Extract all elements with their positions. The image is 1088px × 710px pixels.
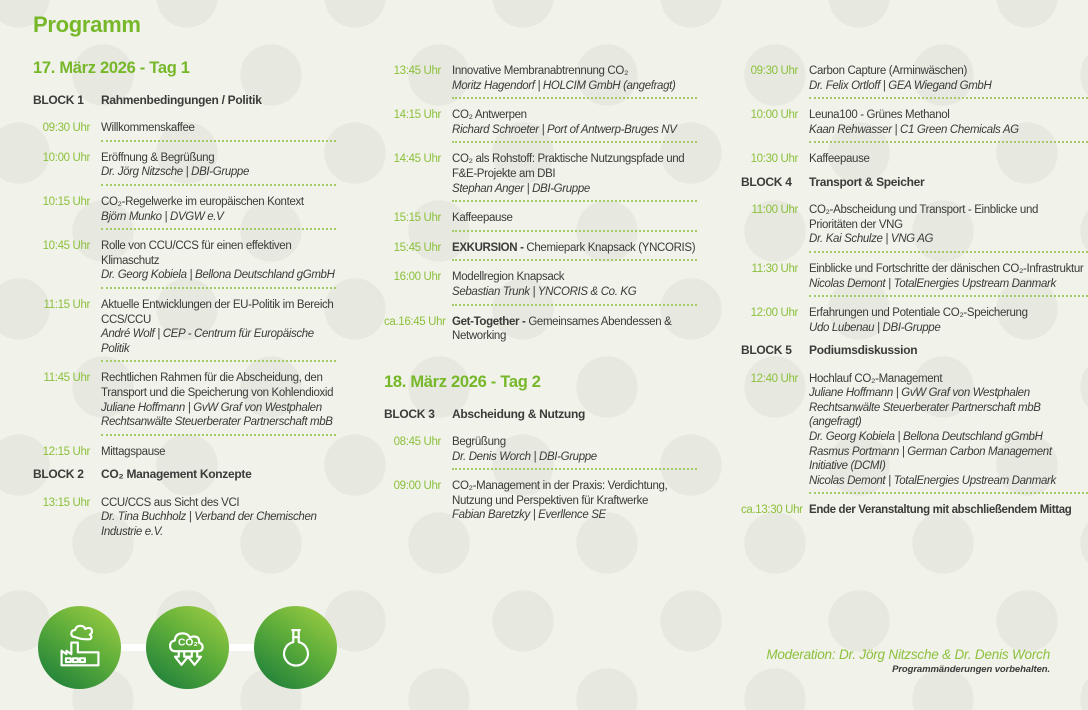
entry-speaker: Dr. Jörg Nitzsche | DBI-Gruppe [101, 166, 249, 179]
entry-time: 10:00 Uhr [750, 109, 798, 122]
entry-body [809, 64, 1088, 101]
schedule-entry [741, 64, 1088, 101]
schedule-entry [741, 372, 1088, 497]
entry-speaker: Kaan Rehwasser | C1 Green Chemicals AG [809, 123, 1019, 136]
dotted-divider [101, 140, 336, 142]
entry-title-text: Chemiepark Knapsack (YNCORIS) [523, 241, 696, 254]
schedule-entry [741, 306, 1088, 335]
entry-body [101, 151, 336, 188]
entry-title [452, 479, 697, 508]
entry-title-text: Aktuelle Entwicklungen der EU-Politik im Bereich CCS/CCU [101, 298, 334, 326]
entry-title-text: CO₂-Management in der Praxis: Verdichtung, Nutzung und Perspektiven für Kraftwerke [452, 480, 668, 507]
schedule-entry [384, 435, 697, 472]
dotted-divider [101, 287, 336, 289]
dotted-divider [452, 259, 697, 261]
dotted-divider [101, 434, 336, 436]
entry-title [101, 151, 336, 166]
entry-speaker: Richard Schroeter | Port of Antwerp-Bruges NV [452, 123, 677, 136]
entry-body [101, 496, 336, 540]
theme-icons [38, 606, 337, 689]
entry-title-text: Rechtlichen Rahmen für die Abscheidung, den Transport und die Speicherung von Kohlendioxid [101, 372, 334, 399]
entry-time: 13:15 Uhr [42, 496, 90, 509]
dotted-divider [809, 141, 1088, 143]
schedule-entry [384, 152, 697, 204]
schedule-column-1 [33, 58, 336, 546]
entry-speaker: Dr. Georg Kobiela | Bellona Deutschland gGmbH [101, 269, 335, 282]
dotted-divider [809, 97, 1088, 99]
block-heading [33, 467, 336, 482]
entry-title-text: Gemeinsames Abendessen & Networking [452, 315, 672, 343]
entry-title [809, 306, 1088, 321]
day-heading: 17. März 2026 - Tag 1 [33, 59, 190, 77]
entry-title [452, 152, 697, 181]
entry-body [809, 203, 1088, 255]
entry-body [809, 262, 1088, 299]
entry-title [452, 270, 697, 285]
block-title: Transport & Speicher [809, 174, 925, 189]
entry-title-text: Willkommenskaffee [101, 122, 195, 135]
co2-label: CO₂ [177, 636, 198, 648]
dotted-divider [101, 360, 336, 362]
entry-title [101, 496, 336, 511]
schedule-entry [741, 152, 1088, 167]
entry-title [809, 262, 1088, 277]
entry-time: 13:45 Uhr [393, 65, 441, 77]
entry-speaker: Rasmus Portmann | German Carbon Management Initiative (DCMI) [809, 445, 1052, 473]
entry-time: 11:00 Uhr [751, 204, 798, 217]
entry-title [809, 372, 1088, 387]
factory-icon-glyph [54, 622, 106, 674]
entry-time: 12:00 Uhr [750, 307, 798, 320]
dotted-divider [452, 141, 697, 143]
schedule-column-3 [741, 64, 1088, 525]
entry-speaker: Dr. Felix Ortloff | GEA Wiegand GmbH [809, 79, 992, 92]
schedule-entry [741, 262, 1088, 299]
entry-time: 11:15 Uhr [43, 298, 90, 311]
entry-title-text: CO₂ als Rohstoff: Praktische Nutzungspfade und F&E-Projekte am DBI [452, 153, 685, 180]
factory-icon [38, 606, 121, 689]
entry-title-text: Rolle von CCU/CCS für einen effektiven Klimaschutz [101, 240, 292, 267]
entry-time: 15:45 Uhr [393, 241, 441, 254]
entry-title [101, 195, 336, 210]
entry-title-text: Leuna100 - Grünes Methanol [809, 109, 950, 122]
block-title: CO₂ Management Konzepte [101, 467, 252, 482]
entry-body [452, 64, 697, 101]
entry-title-text: Eröffnung & Begrüßung [101, 151, 215, 164]
schedule-entry [33, 151, 336, 188]
dotted-divider [452, 200, 697, 202]
entry-body [809, 306, 1088, 335]
entry-title [452, 211, 697, 226]
entry-speaker: Moritz Hagendorf | HOLCIM GmbH (angefragt) [452, 79, 676, 92]
entry-body [809, 108, 1088, 145]
entry-title-text: Modellregion Knapsack [452, 271, 565, 284]
entry-body [101, 445, 336, 460]
entry-body [452, 479, 697, 523]
entry-title-text: Hochlauf CO₂-Management [809, 372, 943, 385]
entry-time: 14:15 Uhr [393, 109, 441, 122]
entry-title-text: Kaffeepause [452, 212, 513, 225]
entry-title-text: Mittagspause [101, 445, 166, 458]
schedule-entry [33, 195, 336, 232]
entry-time: 10:15 Uhr [42, 195, 90, 208]
entry-speaker: Stephan Anger | DBI-Gruppe [452, 182, 590, 195]
schedule-entry [384, 64, 697, 101]
dotted-divider [101, 184, 336, 186]
schedule-entry [33, 239, 336, 291]
entry-title [809, 503, 1088, 518]
program-change-note: Programmänderungen vorbehalten. [892, 664, 1050, 675]
entry-title [101, 239, 336, 268]
entry-time: ca.16:45 Uhr [384, 315, 446, 328]
entry-time: 10:45 Uhr [42, 240, 90, 253]
entry-time: 08:45 Uhr [393, 435, 441, 448]
entry-title [452, 435, 697, 450]
schedule-entry [33, 496, 336, 540]
entry-time: 09:30 Uhr [750, 65, 798, 77]
flask-icon [254, 606, 337, 689]
entry-time: 12:15 Uhr [42, 445, 90, 458]
entry-title-text: Innovative Membranabtrennung CO₂ [452, 65, 629, 77]
block-heading [384, 407, 697, 422]
entry-title [809, 203, 1088, 232]
entry-title [101, 121, 336, 136]
page-title: Programm [33, 12, 141, 37]
dotted-divider [452, 468, 697, 470]
entry-speaker: Fabian Baretzky | Everllence SE [452, 509, 606, 522]
entry-body [809, 372, 1088, 497]
co2-cloud-icon [146, 606, 229, 689]
entry-speaker: Dr. Denis Worch | DBI-Gruppe [452, 450, 597, 463]
entry-body [452, 241, 697, 264]
day-heading: 18. März 2026 - Tag 2 [384, 372, 541, 391]
entry-title-bold: EXKURSION - [452, 241, 524, 254]
schedule-entry [33, 121, 336, 144]
entry-speaker: Sebastian Trunk | YNCORIS & Co. KG [452, 285, 637, 298]
entry-time: 12:40 Uhr [750, 372, 798, 385]
schedule-entry [33, 445, 336, 460]
schedule-entry [33, 371, 336, 437]
entry-title [101, 371, 336, 400]
schedule-entry [384, 211, 697, 234]
dotted-divider [809, 295, 1088, 297]
dotted-divider [452, 230, 697, 232]
entry-body [452, 211, 697, 234]
block-heading [33, 93, 336, 108]
entry-body [452, 152, 697, 204]
entry-title [809, 108, 1088, 123]
entry-body [452, 435, 697, 472]
entry-title-bold: Get-Together - [452, 315, 526, 328]
entry-body [452, 270, 697, 307]
moderation-line: Moderation: Dr. Jörg Nitzsche & Dr. Denis Worch [766, 647, 1050, 662]
footer [766, 647, 1050, 675]
entry-body [452, 108, 697, 145]
block-label: BLOCK 4 [741, 174, 792, 189]
entry-body [809, 152, 1088, 167]
entry-time: 09:30 Uhr [42, 122, 90, 135]
entry-speaker: Udo Lubenau | DBI-Gruppe [809, 321, 941, 334]
entry-title [452, 315, 697, 344]
entry-title-text: CO₂-Abscheidung und Transport - Einblicke und Prioritäten der VNG [809, 204, 1039, 231]
block-label: BLOCK 2 [33, 467, 84, 482]
entry-title [809, 152, 1088, 167]
schedule-entry [384, 241, 697, 264]
block-title: Podiumsdiskussion [809, 343, 918, 358]
entry-speaker: Dr. Georg Kobiela | Bellona Deutschland gGmbH [809, 430, 1043, 443]
entry-speaker: Dr. Tina Buchholz | Verband der Chemischen Industrie e.V. [101, 511, 317, 538]
schedule-entry [33, 298, 336, 364]
entry-time: 14:45 Uhr [393, 153, 441, 166]
entry-title-text: Carbon Capture (Arminwäschen) [809, 65, 967, 77]
block-label: BLOCK 1 [33, 92, 84, 107]
schedule-entry [384, 479, 697, 523]
entry-speaker: Dr. Kai Schulze | VNG AG [809, 233, 934, 246]
entry-title-text: CCU/CCS aus Sicht des VCI [101, 496, 240, 509]
entry-speaker: Nicolas Demont | TotalEnergies Upstream Danmark [809, 277, 1056, 290]
entry-speaker: Juliane Hoffmann | GvW Graf von Westphalen Rechtsanwälte Steuerberater Partnerschaft mbB [101, 401, 333, 429]
entry-time: 16:00 Uhr [393, 271, 441, 284]
entry-body [101, 371, 336, 437]
dotted-divider [452, 304, 697, 306]
block-label: BLOCK 5 [741, 343, 792, 358]
entry-title-text: Einblicke und Fortschritte der dänischen CO₂-Infrastruktur [809, 262, 1084, 275]
icon-connector [121, 644, 146, 651]
dotted-divider [101, 228, 336, 230]
dotted-divider [809, 492, 1088, 494]
icon-connector [229, 644, 254, 651]
entry-title-text: Begrüßung [452, 435, 506, 448]
schedule-entry [741, 203, 1088, 255]
schedule-entry [741, 503, 1088, 518]
block-title: Abscheidung & Nutzung [452, 406, 586, 421]
flask-icon-glyph [270, 622, 322, 674]
entry-body [452, 315, 697, 344]
entry-title [101, 445, 336, 460]
dotted-divider [452, 97, 697, 99]
schedule-entry [384, 315, 697, 344]
entry-title [452, 108, 697, 123]
schedule-entry [741, 108, 1088, 145]
entry-body [101, 195, 336, 232]
entry-title [452, 64, 697, 79]
entry-body [809, 503, 1088, 518]
block-label: BLOCK 3 [384, 406, 435, 421]
entry-time: ca.13:30 Uhr [741, 504, 803, 517]
entry-title-text: CO₂ Antwerpen [452, 109, 527, 122]
entry-title [452, 241, 697, 256]
block-heading [741, 175, 1088, 190]
entry-body [101, 239, 336, 291]
co2-cloud-icon-glyph [162, 622, 214, 674]
entry-speaker: Björn Munko | DVGW e.V [101, 210, 224, 223]
entry-title-text: Kaffeepause [809, 153, 870, 166]
entry-body [101, 298, 336, 364]
entry-speaker: Nicolas Demont | TotalEnergies Upstream Danmark [809, 474, 1056, 487]
entry-speaker: André Wolf | CEP - Centrum für Europäische Politik [101, 328, 314, 355]
entry-title [101, 298, 336, 327]
entry-title [809, 64, 1088, 79]
entry-body [101, 121, 336, 144]
entry-time: 10:00 Uhr [42, 151, 90, 164]
dotted-divider [809, 251, 1088, 253]
entry-time: 09:00 Uhr [393, 480, 441, 493]
entry-time: 15:15 Uhr [393, 212, 441, 225]
schedule-column-2 [384, 64, 697, 530]
schedule-entry [384, 108, 697, 145]
entry-title-text: Erfahrungen und Potentiale CO₂-Speicherung [809, 307, 1028, 320]
schedule-entry [384, 270, 697, 307]
block-heading [741, 343, 1088, 358]
entry-time: 11:45 Uhr [43, 372, 90, 385]
entry-title-text: CO₂-Regelwerke im europäischen Kontext [101, 195, 304, 208]
entry-title-bold: Ende der Veranstaltung mit abschließendem Mittag [809, 504, 1072, 517]
block-title: Rahmenbedingungen / Politik [101, 92, 262, 107]
entry-time: 10:30 Uhr [750, 153, 798, 166]
entry-speaker: Juliane Hoffmann | GvW Graf von Westphalen Rechtsanwälte Steuerberater Partnerschaft mbB (angefragt) [809, 387, 1041, 429]
entry-time: 11:30 Uhr [751, 262, 798, 275]
